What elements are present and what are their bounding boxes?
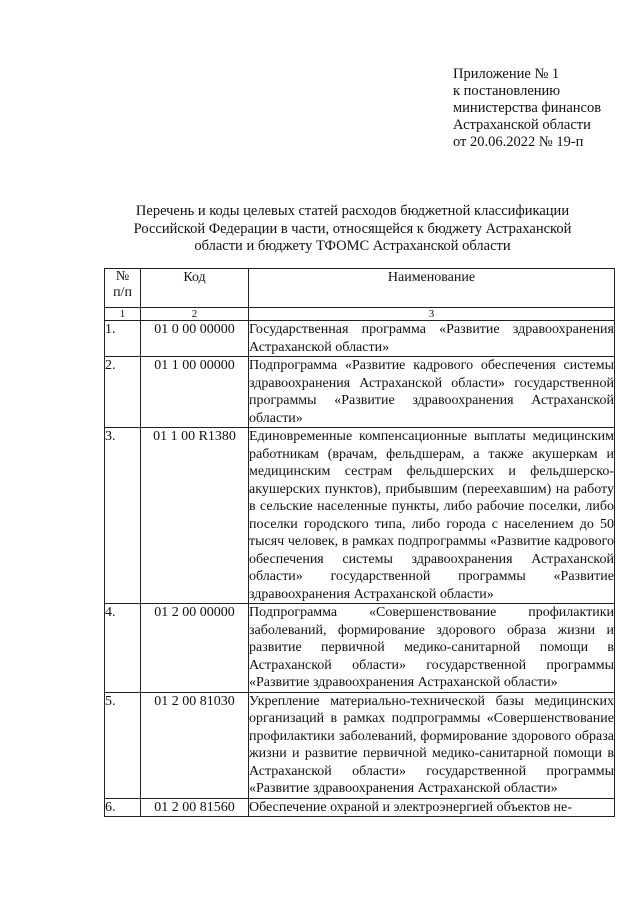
column-number: 1	[105, 308, 141, 321]
row-name: Обеспечение охраной и электроэнергией объектов не-	[249, 798, 615, 817]
row-code: 01 2 00 00000	[141, 604, 249, 693]
row-code: 01 2 00 81560	[141, 798, 249, 817]
row-num: 3.	[105, 428, 141, 604]
appendix-line: министерства финансов	[453, 100, 602, 116]
column-numbers-row	[105, 308, 615, 321]
title-line: Перечень и коды целевых статей расходов бюджетной классификации	[135, 203, 570, 219]
table-row	[105, 604, 615, 693]
appendix-line: к постановлению	[453, 83, 561, 99]
header-code: Код	[141, 269, 249, 308]
appendix-line: Приложение № 1	[453, 66, 560, 82]
row-code: 01 2 00 81030	[141, 692, 249, 798]
column-number: 3	[249, 308, 615, 321]
table-header-row	[105, 269, 615, 308]
column-number: 2	[141, 308, 249, 321]
row-code: 01 1 00 00000	[141, 357, 249, 428]
appendix-line: Астраханской области	[453, 117, 591, 133]
table-row	[105, 321, 615, 357]
document-title	[100, 203, 605, 256]
header-num	[105, 269, 141, 308]
title-line: Российской Федерации в части, относящейся к бюджету Астраханской	[133, 220, 572, 237]
table-row	[105, 357, 615, 428]
row-code: 01 1 00 R1380	[141, 428, 249, 604]
header-name: Наименование	[249, 269, 615, 308]
row-name: Единовременные компенсационные выплаты медицинским работникам (врачам, фельдшерам, а также акушеркам и медицинским сестрам фельдшерских и фельдшерско-акушерских пунктов), прибывшим (переехавшим) на работу в сельские населенные пункты, либо рабочие поселки, либо поселки городского типа, либо города с населением до 50 тысяч человек, в рамках подпрограммы «Развитие кадрового обеспечения системы здравоохранения Астраханской области» государственной программы «Развитие здравоохранения Астраханской области»	[249, 429, 614, 602]
row-name: Подпрограмма «Развитие кадрового обеспечения системы здравоохранения Астраханской области» государственной программы «Развитие здравоохранения Астраханской области»	[249, 358, 614, 426]
table-row	[105, 692, 615, 798]
header-num-line1: №	[115, 269, 130, 284]
row-num: 6.	[105, 798, 141, 817]
row-num: 5.	[105, 692, 141, 798]
title-line: области и бюджету ТФОМС Астраханской области	[194, 238, 511, 254]
header-num-line2: п/п	[113, 285, 132, 300]
codes-table	[104, 268, 615, 817]
row-name: Государственная программа «Развитие здравоохранения Астраханской области»	[249, 322, 614, 355]
row-code: 01 0 00 00000	[141, 321, 249, 357]
row-name: Подпрограмма «Совершенствование профилактики заболеваний, формирование здорового образа жизни и развитие первичной медико-санитарной помощи в Астраханской области» государственной программы «Развитие здравоохранения Астраханской области»	[249, 605, 614, 690]
appendix-line: от 20.06.2022 № 19-п	[453, 134, 584, 150]
row-num: 1.	[105, 321, 141, 357]
row-name: Укрепление материально-технической базы медицинских организаций в рамках подпрограммы «Совершенствование профилактики заболеваний, формирование здорового образа жизни и развитие первичной медико-санитарной помощи в Астраханской области» государственной программы «Развитие здравоохранения Астраханской области»	[249, 693, 614, 796]
row-num: 2.	[105, 357, 141, 428]
row-num: 4.	[105, 604, 141, 693]
appendix-note	[453, 66, 601, 151]
table-row	[105, 798, 615, 817]
table-row	[105, 428, 615, 604]
